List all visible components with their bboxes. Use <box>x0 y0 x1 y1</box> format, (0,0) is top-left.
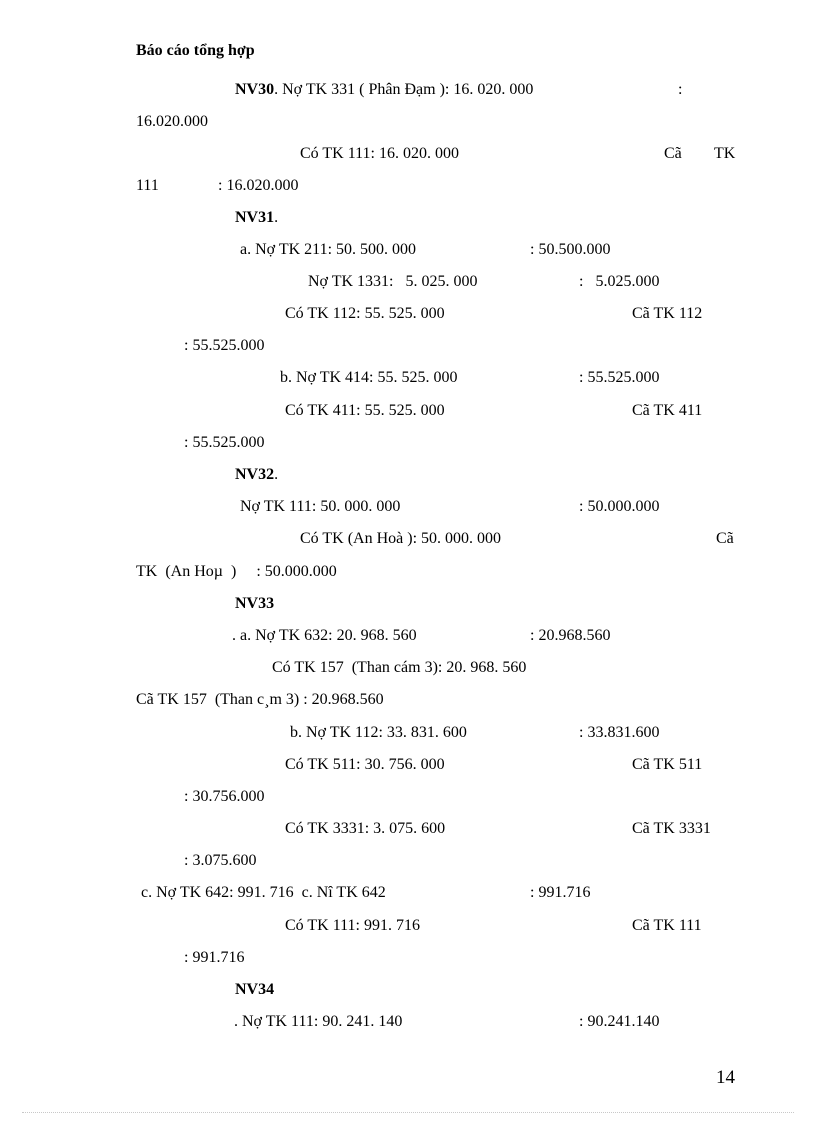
nv33-credit511-amount: : 30.756.000 <box>184 788 265 805</box>
nv30-credit: Có TK 111: 16. 020. 000 <box>300 145 459 162</box>
nv33-co511: Cã TK 511 <box>632 756 703 773</box>
nv30-label: NV30 <box>235 81 275 98</box>
nv33-credit111-amount: : 991.716 <box>184 949 245 966</box>
nv30-credit-amount: : 16.020.000 <box>218 177 299 194</box>
nv33-b-amount: : 33.831.600 <box>579 724 660 741</box>
nv33-credit157-line: Cã TK 157 (Than c¸m 3) : 20.968.560 <box>136 691 384 708</box>
nv33-a-debit: . a. Nợ TK 632: 20. 968. 560 <box>232 627 417 644</box>
nv31-dot: . <box>274 209 279 226</box>
nv33-co111: Cã TK 111 <box>632 917 702 934</box>
nv32-label: NV32 <box>235 466 275 483</box>
nv31-b-debit: b. Nợ TK 414: 55. 525. 000 <box>280 369 458 386</box>
nv33-c-debit: c. Nợ TK 642: 991. 716 c. Nî TK 642 <box>141 884 386 901</box>
nv30-debit-line <box>235 81 533 99</box>
nv31-co411: Cã TK 411 <box>632 402 703 419</box>
nv31-vat-debit: Nợ TK 1331: 5. 025. 000 <box>308 273 478 290</box>
nv31-credit411-amount: : 55.525.000 <box>184 434 265 451</box>
nv33-credit3331-amount: : 3.075.600 <box>184 852 257 869</box>
nv33-b-debit: b. Nợ TK 112: 33. 831. 600 <box>290 724 467 741</box>
nv33-a-amount: : 20.968.560 <box>530 627 611 644</box>
page-bottom-rule <box>22 1112 794 1113</box>
nv33-co3331: Cã TK 3331 <box>632 820 711 837</box>
page-number: 14 <box>716 1067 735 1088</box>
nv32-credit-line: TK (An Hoµ ) : 50.000.000 <box>136 563 337 580</box>
nv32-heading <box>235 466 278 484</box>
nv31-co112: Cã TK 112 <box>632 305 703 322</box>
nv34-label: NV34 <box>235 981 275 998</box>
nv32-co: Cã <box>716 530 734 547</box>
nv32-debit: Nợ TK 111: 50. 000. 000 <box>240 498 401 515</box>
nv31-credit112-amount: : 55.525.000 <box>184 337 265 354</box>
nv30-debit: . Nợ TK 331 ( Phân Đạm ): 16. 020. 000 <box>274 81 534 98</box>
nv30-co: Cã <box>664 145 682 162</box>
nv32-dot: . <box>274 466 279 483</box>
nv30-acct: 111 <box>136 177 159 194</box>
nv30-colon: : <box>678 81 683 98</box>
nv31-a-amount: : 50.500.000 <box>530 241 611 258</box>
nv31-heading <box>235 209 278 227</box>
nv33-credit157: Có TK 157 (Than cám 3): 20. 968. 560 <box>272 659 527 676</box>
nv31-vat-amount: : 5.025.000 <box>579 273 660 290</box>
nv30-amount: 16.020.000 <box>136 113 208 130</box>
nv32-amount: : 50.000.000 <box>579 498 660 515</box>
nv34-amount: : 90.241.140 <box>579 1013 660 1030</box>
nv31-credit411: Có TK 411: 55. 525. 000 <box>285 402 445 419</box>
nv31-a-debit: a. Nợ TK 211: 50. 500. 000 <box>240 241 417 258</box>
nv33-label: NV33 <box>235 595 275 612</box>
nv32-credit: Có TK (An Hoà ): 50. 000. 000 <box>300 530 502 547</box>
nv31-label: NV31 <box>235 209 275 226</box>
nv33-c-amount: : 991.716 <box>530 884 591 901</box>
nv31-b-amount: : 55.525.000 <box>579 369 660 386</box>
nv33-credit111: Có TK 111: 991. 716 <box>285 917 420 934</box>
nv30-tk: TK <box>714 145 736 162</box>
header-title: Báo cáo tổng hợp <box>136 42 255 59</box>
nv33-credit511: Có TK 511: 30. 756. 000 <box>285 756 445 773</box>
nv33-credit3331: Có TK 3331: 3. 075. 600 <box>285 820 446 837</box>
nv31-credit112: Có TK 112: 55. 525. 000 <box>285 305 445 322</box>
nv34-debit: . Nợ TK 111: 90. 241. 140 <box>234 1013 403 1030</box>
